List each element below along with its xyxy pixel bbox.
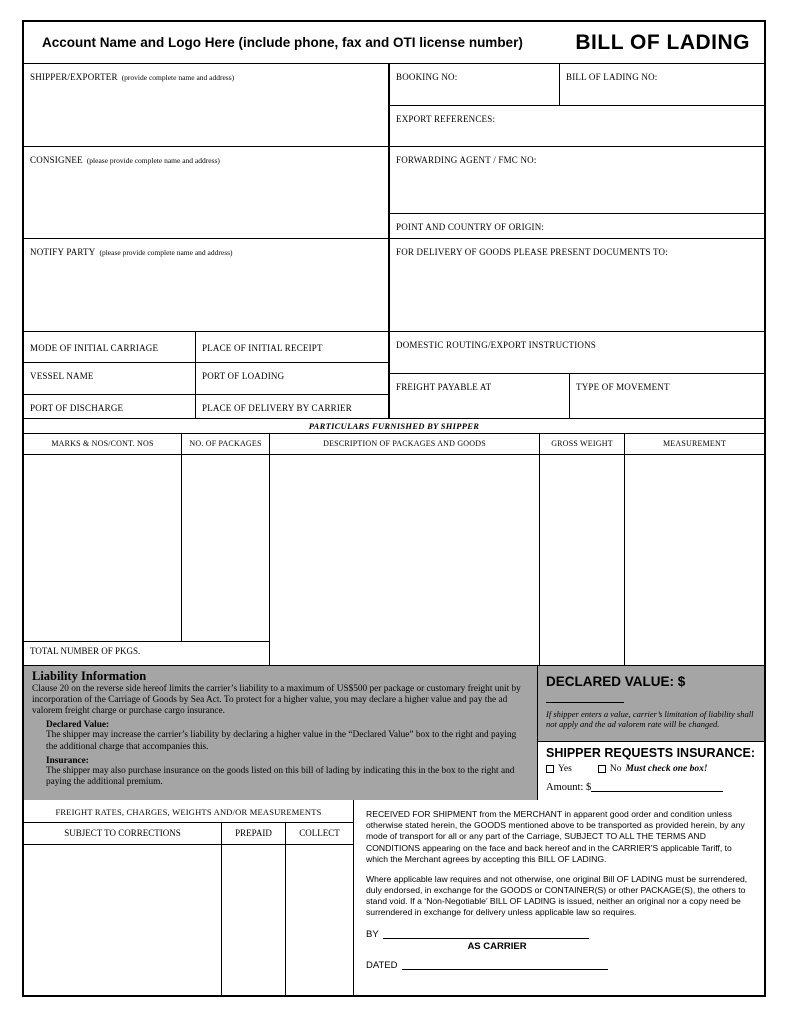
bottom-section	[24, 800, 764, 995]
amount-blank[interactable]	[591, 781, 723, 792]
point-and-country-of-origin-label: POINT AND COUNTRY OF ORIGIN:	[396, 222, 545, 232]
dated-label: DATED	[366, 960, 398, 972]
packages-entry-area	[182, 455, 270, 641]
column-header-no-of-packages: NO. OF PACKAGES	[182, 434, 270, 455]
declared-value-note: If shipper enters a value, carrier’s limitation of liability shall not apply and the ad valorem rate will be changed.	[546, 709, 754, 730]
no-label: No	[609, 764, 622, 774]
export-references-label: EXPORT REFERENCES:	[396, 114, 496, 124]
freight-payable-at-field	[390, 374, 570, 418]
place-of-delivery-field	[196, 395, 388, 418]
marks-entry-area	[24, 455, 182, 641]
column-header-marks: MARKS & NOS/CONT. NOS	[24, 434, 182, 455]
point-and-country-of-origin-field	[390, 214, 764, 239]
delivery-documents-label: FOR DELIVERY OF GOODS PLEASE PRESENT DOCUMENTS TO:	[396, 247, 668, 257]
collect-entry-area	[285, 845, 353, 995]
forwarding-agent-field	[390, 147, 764, 214]
liability-band	[24, 665, 764, 800]
port-of-discharge-label: PORT OF DISCHARGE	[30, 403, 124, 413]
no-checkbox[interactable]	[598, 765, 606, 773]
gross-weight-entry-area-continued	[540, 641, 625, 665]
insurance-text: The shipper may also purchase insurance on the goods listed on this bill of lading by indicating this in the box to the right and paying the additional premium.	[46, 765, 515, 787]
delivery-documents-field	[390, 239, 764, 332]
subject-to-corrections-label: SUBJECT TO CORRECTIONS	[64, 828, 181, 838]
place-of-delivery-label: PLACE OF DELIVERY BY CARRIER	[202, 403, 352, 413]
received-for-shipment-block	[354, 800, 764, 995]
particulars-header-row	[24, 434, 764, 455]
column-header-measurement: MEASUREMENT	[625, 434, 764, 455]
value-and-insurance-column	[537, 666, 764, 800]
booking-row	[390, 64, 764, 106]
liability-title: Liability Information	[32, 669, 147, 683]
page-title: BILL OF LADING	[575, 30, 750, 54]
declared-value-blank[interactable]	[546, 692, 624, 703]
measurement-entry-area-continued	[625, 641, 764, 665]
receipt-paragraph-1: RECEIVED FOR SHIPMENT from the MERCHANT in apparent good order and condition unless otherwise stated herein, the GOODS mentioned above to be transported as provided herein, by any mode of transport for all or any part of the Carriage, SUBJECT TO ALL THE TERMS AND CONDITIONS appearing on the face and back hereof and in the CARRIER'S applicable Tariff, to which the Merchant agrees by accepting this BILL OF LADING.	[366, 809, 745, 864]
notify-party-field	[24, 239, 388, 332]
shipper-exporter-hint: (provide complete name and address)	[121, 73, 235, 82]
export-references-field	[390, 106, 764, 147]
notify-party-hint: (please provide complete name and address)	[99, 248, 233, 257]
yes-checkbox[interactable]	[546, 765, 554, 773]
dated-blank[interactable]	[402, 959, 608, 970]
notify-party-label: NOTIFY PARTY	[30, 247, 96, 257]
discharge-row	[24, 395, 388, 419]
liability-information-block	[24, 666, 537, 800]
shipper-requests-insurance-box	[538, 741, 764, 800]
top-grid	[24, 64, 764, 419]
form-header	[24, 22, 764, 64]
by-label: BY	[366, 928, 379, 940]
shipper-exporter-label: SHIPPER/EXPORTER	[30, 72, 118, 82]
description-entry-area	[270, 455, 540, 641]
bill-of-lading-no-label: BILL OF LADING NO:	[566, 72, 658, 82]
port-of-discharge-field	[24, 395, 196, 418]
insurance-box-title: SHIPPER REQUESTS INSURANCE:	[546, 746, 756, 760]
vessel-row	[24, 363, 388, 395]
booking-no-label: BOOKING NO:	[396, 72, 458, 82]
references-column	[390, 64, 764, 419]
receipt-paragraph-2: Where applicable law requires and not otherwise, one original Bill OF LADING must be surrendered, duly endorsed, in exchange for the GOODS or CONTAINER(S) or other PACKAGE(S), the others to stand void. If a ‘Non-Negotiable’ BILL OF LADING is issued, neither an original nor a copy need be surrendered in exchange for delivery unless applicable law so requires.	[366, 873, 748, 918]
consignee-field	[24, 147, 388, 239]
corrections-header-row	[24, 823, 353, 845]
booking-no-field	[390, 64, 560, 105]
as-carrier-label: AS CARRIER	[467, 940, 527, 952]
bill-of-lading-no-field	[560, 64, 764, 105]
place-of-initial-receipt-label: PLACE OF INITIAL RECEIPT	[202, 343, 323, 353]
amount-label: Amount: $	[546, 782, 592, 793]
measurement-entry-area	[625, 455, 764, 641]
corrections-body-row	[24, 845, 353, 995]
parties-column	[24, 64, 390, 419]
vessel-name-field	[24, 363, 196, 394]
prepaid-entry-area	[221, 845, 285, 995]
shipper-exporter-field	[24, 64, 388, 147]
mode-of-initial-carriage-label: MODE OF INITIAL CARRIAGE	[30, 343, 159, 353]
declared-value-heading: Declared Value:	[46, 720, 110, 731]
declared-value-text: The shipper may increase the carrier’s liability by declaring a higher value in the “Declared Value” box to the right and paying the additional charge that accompanies this.	[46, 730, 517, 752]
place-of-initial-receipt-field	[196, 332, 388, 362]
declared-value-label: DECLARED VALUE: $	[546, 674, 686, 689]
freight-payable-at-label: FREIGHT PAYABLE AT	[396, 382, 492, 392]
declared-value-box	[538, 666, 764, 741]
port-of-loading-field	[196, 363, 388, 394]
gross-weight-entry-area	[540, 455, 625, 641]
description-entry-area-continued	[270, 641, 540, 665]
freight-payable-row	[390, 374, 764, 419]
prepaid-label: PREPAID	[221, 823, 285, 844]
corrections-entry-area	[24, 845, 221, 995]
particulars-total-row	[24, 641, 764, 665]
mode-of-initial-carriage-field	[24, 332, 196, 362]
particulars-body-row	[24, 455, 764, 641]
must-check-note: Must check one box!	[625, 764, 708, 774]
bill-of-lading-form	[22, 20, 766, 997]
type-of-movement-field	[570, 374, 764, 418]
collect-label: COLLECT	[285, 823, 353, 844]
freight-rates-block	[24, 800, 354, 995]
account-name-placeholder: Account Name and Logo Here (include phone, fax and OTI license number)	[42, 35, 523, 50]
consignee-label: CONSIGNEE	[30, 155, 83, 165]
liability-clause-text: Clause 20 on the reverse side hereof limits the carrier’s liability to a maximum of US$500 per package or customary freight unit by incorporation of the Carriage of Goods by Sea Act. To protect for a higher value, you may declare a higher value and pay the ad valorem freight charge or purchase cargo insurance.	[32, 684, 521, 717]
port-of-loading-label: PORT OF LOADING	[202, 371, 285, 381]
yes-label: Yes	[558, 764, 572, 774]
forwarding-agent-label: FORWARDING AGENT / FMC NO:	[396, 155, 537, 165]
corrections-table	[24, 822, 353, 995]
insurance-heading: Insurance:	[46, 755, 89, 766]
domestic-routing-label: DOMESTIC ROUTING/EXPORT INSTRUCTIONS	[396, 340, 597, 350]
vessel-name-label: VESSEL NAME	[30, 371, 94, 381]
type-of-movement-label: TYPE OF MOVEMENT	[576, 382, 670, 392]
column-header-gross-weight: GROSS WEIGHT	[540, 434, 625, 455]
particulars-title: PARTICULARS FURNISHED BY SHIPPER	[24, 419, 764, 434]
by-signature-blank[interactable]	[383, 928, 589, 939]
initial-carriage-row	[24, 332, 388, 363]
freight-rates-title: FREIGHT RATES, CHARGES, WEIGHTS AND/OR MEASUREMENTS	[55, 807, 322, 817]
column-header-description: DESCRIPTION OF PACKAGES AND GOODS	[270, 434, 540, 455]
consignee-hint: (please provide complete name and address)	[86, 156, 220, 165]
total-number-of-pkgs-label: TOTAL NUMBER OF PKGS.	[24, 641, 270, 665]
domestic-routing-field	[390, 332, 764, 374]
